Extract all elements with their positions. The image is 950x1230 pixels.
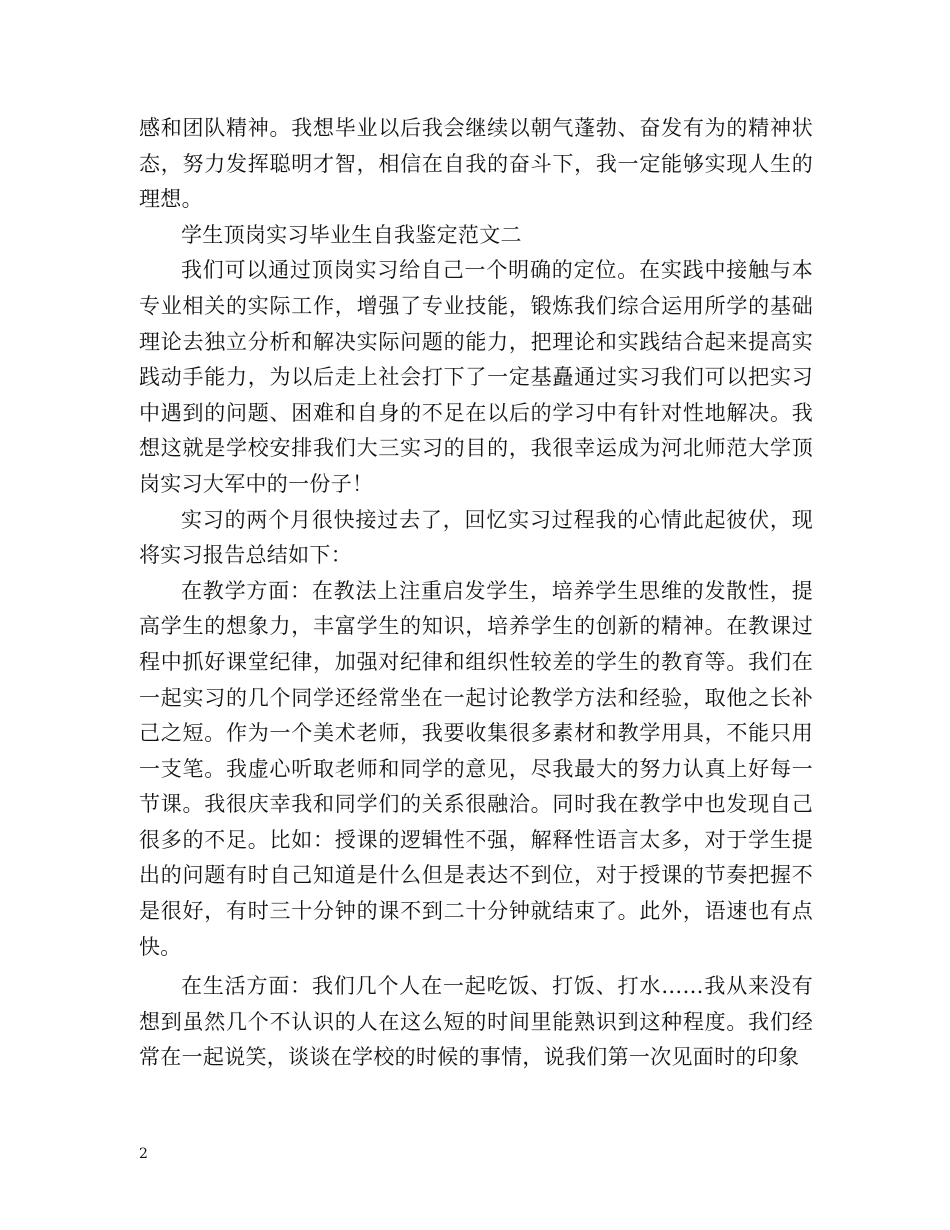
paragraph-teaching: 在教学方面：在教法上注重启发学生，培养学生思维的发散性，提高学生的想象力，丰富学生的知识，培养学生的创新的精神。在教课过程中抓好课堂纪律，加强对纪律和组织性较差的学生的教育等。我们在一起实习的几个同学还经常坐在一起讨论教学方法和经验，取他之长补己之短。作为一个美术老师，我要收集很多素材和教学用具，不能只用一支笔。我虚心听取老师和同学的意见，尽我最大的努力认真上好每一节课。我很庆幸我和同学们的关系很融洽。同时我在教学中也发现自己很多的不足。比如：授课的逻辑性不强，解释性语言太多，对于学生提出的问题有时自己知道是什么但是表达不到位，对于授课的节奏把握不是很好，有时三十分钟的课不到二十分钟就结束了。此外，语速也有点快。 [139,578,813,959]
page-number: 2 [139,1146,148,1162]
paragraph-internship-positioning: 我们可以通过顶岗实习给自己一个明确的定位。在实践中接触与本专业相关的实际工作，增强了专业技能，锻炼我们综合运用所学的基础理论去独立分析和解决实际问题的能力，把理论和实践结合起来提高实践动手能力，为以后走上社会打下了一定基矗通过实习我们可以把实习中遇到的问题、困难和自身的不足在以后的学习中有针对性地解决。我想这就是学校安排我们大三实习的目的，我很幸运成为河北师范大学顶岗实习大军中的一份子！ [139,258,813,496]
paragraph-continuation: 感和团队精神。我想毕业以后我会继续以朝气蓬勃、奋发有为的精神状态，努力发挥聪明才智，相信在自我的奋斗下，我一定能够实现人生的理想。 [139,116,813,212]
section-heading: 学生顶岗实习毕业生自我鉴定范文二 [181,222,522,247]
paragraph-life: 在生活方面：我们几个人在一起吃饭、打饭、打水……我从来没有想到虽然几个不认识的人在这么短的时间里能熟识到这种程度。我们经常在一起说笑，谈谈在学校的时候的事情，说我们第一次见面时的印象 [139,974,813,1070]
paragraph-internship-summary: 实习的两个月很快接过去了，回忆实习过程我的心情此起彼伏，现将实习报告总结如下： [139,507,813,568]
document-page [139,111,813,1076]
